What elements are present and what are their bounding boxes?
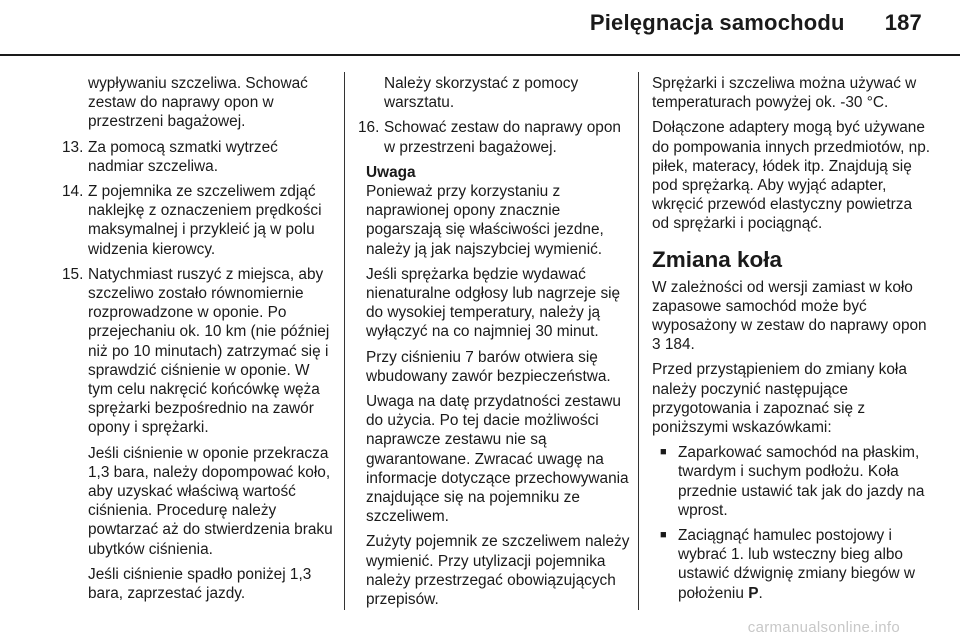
section-heading: Zmiana koła — [652, 246, 783, 272]
note-paragraph: Zużyty pojemnik ze szczeliwem należy wymienić. Przy utylizacji pojemnika należy przestrzegać obowiązujących przepisów. — [366, 533, 630, 609]
list-item-14 — [62, 182, 334, 259]
list-number: 14. — [62, 183, 84, 201]
bullet-item — [652, 443, 932, 520]
list-number: 16. — [358, 119, 380, 137]
column-3 — [652, 74, 932, 609]
page-header — [590, 10, 922, 36]
bullet-item — [652, 526, 932, 603]
gear-position-label: P — [748, 584, 759, 602]
column-divider — [638, 72, 639, 610]
col1-sub-paragraph-1: Jeśli ciśnienie w oponie przekracza 1,3 bara, należy dopompować koło, aby uzyskać właściwą wartość ciśnienia. Procedurę należy powtarzać aż do stwierdzenia braku ubytków ciśnienia. — [88, 444, 333, 558]
bullet-square-icon: ■ — [660, 446, 667, 459]
bullet-square-icon: ■ — [660, 529, 667, 542]
bullet-text-body: Zaciągnąć hamulec postojowy i wybrać 1. lub wsteczny bieg albo ustawić dźwignię zmiany biegów w położeniu — [678, 527, 915, 602]
list-item-13 — [62, 138, 334, 176]
bullet-text — [678, 526, 932, 603]
bullet-text-end: . — [758, 584, 763, 602]
paragraph-text: W zależności od wersji zamiast w koło zapasowe samochód może być wyposażony w zestaw do naprawy opon — [652, 278, 927, 335]
col2-sub-paragraph: Należy skorzystać z pomocy warsztatu. — [384, 75, 579, 112]
note-paragraph: Przy ciśnieniu 7 barów otwiera się wbudowany zawór bezpieczeństwa. — [366, 348, 611, 385]
column-divider — [344, 72, 345, 610]
watermark: carmanualsonline.info — [747, 619, 900, 636]
header-rule — [0, 54, 960, 56]
col3-paragraph: Dołączone adaptery mogą być używane do pompowania innych przedmiotów, np. piłek, materacy, łódek itp. Znajdują się pod sprężarką. Aby wyjąć adapter, wkręcić przewód elastyczny powietrza od sprężarki i pociągnąć. — [652, 119, 931, 233]
list-item-16 — [358, 118, 630, 156]
list-text: Schować zestaw do naprawy opon w przestrzeni bagażowej. — [384, 119, 621, 156]
list-text: Za pomocą szmatki wytrzeć nadmiar szczeliwa. — [88, 138, 278, 175]
list-number: 15. — [62, 265, 84, 283]
column-1 — [62, 74, 334, 609]
col3-paragraph: Przed przystąpieniem do zmiany koła należy poczynić następujące przygotowania i zapoznać się z poniższymi wskazówkami: — [652, 361, 907, 437]
list-text: Z pojemnika ze szczeliwem zdjąć naklejkę z oznaczeniem prędkości maksymalnej i przykleić ją w polu widzenia kierowcy. — [88, 183, 322, 258]
bullet-text: Zaparkować samochód na płaskim, twardym i suchym podłożu. Koła przednie ustawić tak jak do jazdy na wprost. — [678, 444, 925, 519]
page-reference: 184. — [664, 336, 695, 354]
note-title: Uwaga — [366, 163, 416, 181]
col3-paragraph: Sprężarki i szczeliwa można używać w temperaturach powyżej ok. -30 °C. — [652, 75, 917, 112]
page-reference-icon: 3 — [652, 336, 661, 354]
note-paragraph: Ponieważ przy korzystaniu z naprawionej opony znacznie pogarszają się właściwości jezdne, należy ją jak najszybciej wymienić. — [366, 183, 604, 258]
section-title: Pielęgnacja samochodu — [589, 10, 845, 35]
col3-paragraph — [652, 278, 932, 355]
list-item-15 — [62, 265, 334, 438]
note-paragraph: Jeśli sprężarka będzie wydawać nienaturalne odgłosy lub nagrzeje się do wysokiej temperatury, należy ją wyłączyć na co najmniej 30 minut. — [366, 265, 621, 341]
list-text: Natychmiast ruszyć z miejsca, aby szczeliwo zostało równomiernie rozprowadzone w oponie. Po przejechaniu ok. 10 km (nie później niż po 10 minutach) zatrzymać się i sprawdzić ciśnienie w oponie. W tym celu nakręcić końcówkę węża sprężarki bezpośrednio na zawór opony i sprężarki. — [88, 265, 330, 437]
list-number: 13. — [62, 138, 84, 156]
col1-sub-paragraph-2: Jeśli ciśnienie spadło poniżej 1,3 bara, zaprzestać jazdy. — [88, 565, 312, 603]
column-2 — [358, 74, 630, 615]
col1-intro: wypływaniu szczeliwa. Schować zestaw do naprawy opon w przestrzeni bagażowej. — [88, 75, 308, 131]
note-paragraph: Uwaga na datę przydatności zestawu do użycia. Po tej dacie możliwości naprawcze zestawu nie są gwarantowane. Zwracać uwagę na informacje dotyczące przechowywania znajdujące się na pojemniku ze szczeliwem. — [366, 393, 629, 526]
note-box — [358, 163, 630, 609]
page-number: 187 — [884, 10, 922, 35]
